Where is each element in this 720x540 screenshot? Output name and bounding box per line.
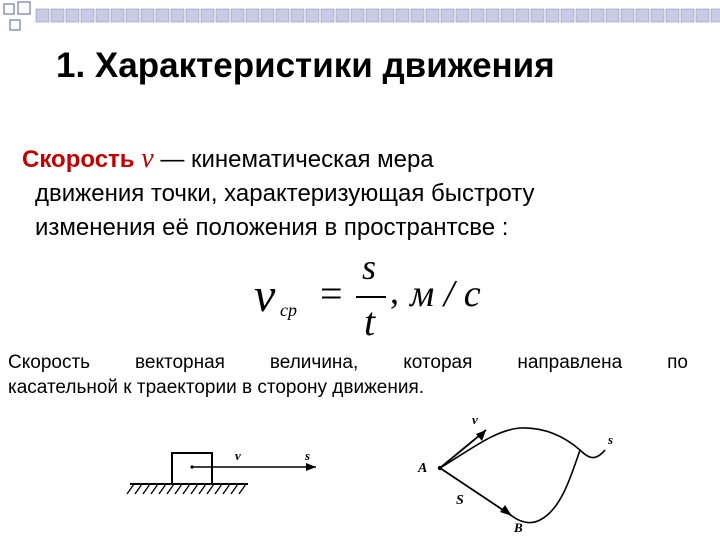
- figure-right-a-label: A: [418, 461, 428, 476]
- title-square: [531, 9, 544, 22]
- description-paragraph: [8, 350, 688, 400]
- title-square: [321, 9, 334, 22]
- definition-paragraph: [22, 142, 534, 245]
- title-square: [576, 9, 589, 22]
- title-square: [126, 9, 139, 22]
- hatch-line: [175, 484, 182, 494]
- title-square: [426, 9, 439, 22]
- title-square: [291, 9, 304, 22]
- hatch-line: [151, 484, 158, 494]
- figure-right-s-upper: s: [608, 432, 614, 447]
- description-line1: Скорость векторная величина, которая направлена по: [8, 352, 688, 373]
- title-square: [696, 9, 709, 22]
- title-square: [336, 9, 349, 22]
- title-square: [51, 9, 64, 22]
- title-square: [666, 9, 679, 22]
- formula-denominator: t: [364, 299, 376, 344]
- hatch-line: [135, 484, 142, 494]
- hatch-line: [223, 484, 230, 494]
- figure-left-s-label: s: [305, 448, 311, 463]
- hatch-line: [159, 484, 166, 494]
- velocity-formula: [250, 247, 510, 345]
- formula-subscript: ср: [280, 300, 297, 320]
- trajectory-lower: [512, 450, 580, 523]
- title-square: [681, 9, 694, 22]
- title-square: [546, 9, 559, 22]
- title-square: [216, 9, 229, 22]
- title-square: [651, 9, 664, 22]
- trajectory-figure: [400, 410, 640, 540]
- ground-hatching: [127, 484, 246, 494]
- definition-term: Скорость: [22, 146, 135, 173]
- definition-line2: движения точки, характеризующая быстроту: [35, 180, 535, 207]
- title-square: [231, 9, 244, 22]
- hatch-line: [143, 484, 150, 494]
- title-square: [441, 9, 454, 22]
- title-square: [66, 9, 79, 22]
- title-square: [186, 9, 199, 22]
- title-square: [516, 9, 529, 22]
- hatch-line: [183, 484, 190, 494]
- hatch-line: [239, 484, 246, 494]
- velocity-vector-head: [476, 430, 486, 441]
- title-square: [96, 9, 109, 22]
- hatch-line: [191, 484, 198, 494]
- displacement-vector-head: [500, 505, 512, 516]
- title-square: [261, 9, 274, 22]
- title-square: [411, 9, 424, 22]
- title-square: [171, 9, 184, 22]
- hatch-line: [215, 484, 222, 494]
- title-square: [81, 9, 94, 22]
- slide-title: 1. Характеристики движения: [56, 46, 555, 85]
- hatch-line: [167, 484, 174, 494]
- title-square: [606, 9, 619, 22]
- figure-right-v-label: v: [472, 412, 478, 427]
- title-square: [366, 9, 379, 22]
- formula-equals: =: [320, 271, 343, 316]
- figure-right-b-label: B: [514, 520, 523, 535]
- title-square: [621, 9, 634, 22]
- title-square: [351, 9, 364, 22]
- title-square: [156, 9, 169, 22]
- definition-line3: изменения её положения в пространтсве :: [35, 214, 509, 241]
- figure-left-v-label: v: [235, 448, 241, 463]
- hatch-line: [199, 484, 206, 494]
- title-square: [471, 9, 484, 22]
- title-square: [246, 9, 259, 22]
- title-square: [306, 9, 319, 22]
- formula-lhs: v: [254, 269, 276, 322]
- formula-unit: м / с: [410, 273, 481, 315]
- point-a-dot: [438, 466, 442, 470]
- block-motion-figure: [120, 440, 380, 510]
- velocity-arrowhead: [306, 463, 316, 471]
- title-square-outline: [18, 2, 30, 14]
- title-square: [486, 9, 499, 22]
- figure-right-s-lower: S: [456, 493, 464, 508]
- title-square: [36, 9, 49, 22]
- title-square: [711, 9, 720, 22]
- title-square: [591, 9, 604, 22]
- formula-comma: ,: [390, 271, 399, 311]
- title-square: [456, 9, 469, 22]
- hatch-line: [207, 484, 214, 494]
- title-square: [201, 9, 214, 22]
- title-square: [381, 9, 394, 22]
- velocity-symbol: v: [141, 143, 154, 174]
- definition-line1: — кинематическая мера: [153, 146, 434, 173]
- title-square: [141, 9, 154, 22]
- description-line2: касательной к траектории в сторону движения.: [8, 377, 425, 398]
- title-square-outline: [4, 4, 14, 14]
- title-square: [561, 9, 574, 22]
- title-square: [636, 9, 649, 22]
- displacement-vector-line: [440, 468, 512, 516]
- hatch-line: [231, 484, 238, 494]
- title-square: [111, 9, 124, 22]
- title-square: [396, 9, 409, 22]
- title-square: [276, 9, 289, 22]
- formula-numerator: s: [362, 247, 377, 287]
- title-square: [501, 9, 514, 22]
- title-square-outline: [10, 20, 20, 30]
- title-decoration: [0, 0, 720, 40]
- hatch-line: [127, 484, 134, 494]
